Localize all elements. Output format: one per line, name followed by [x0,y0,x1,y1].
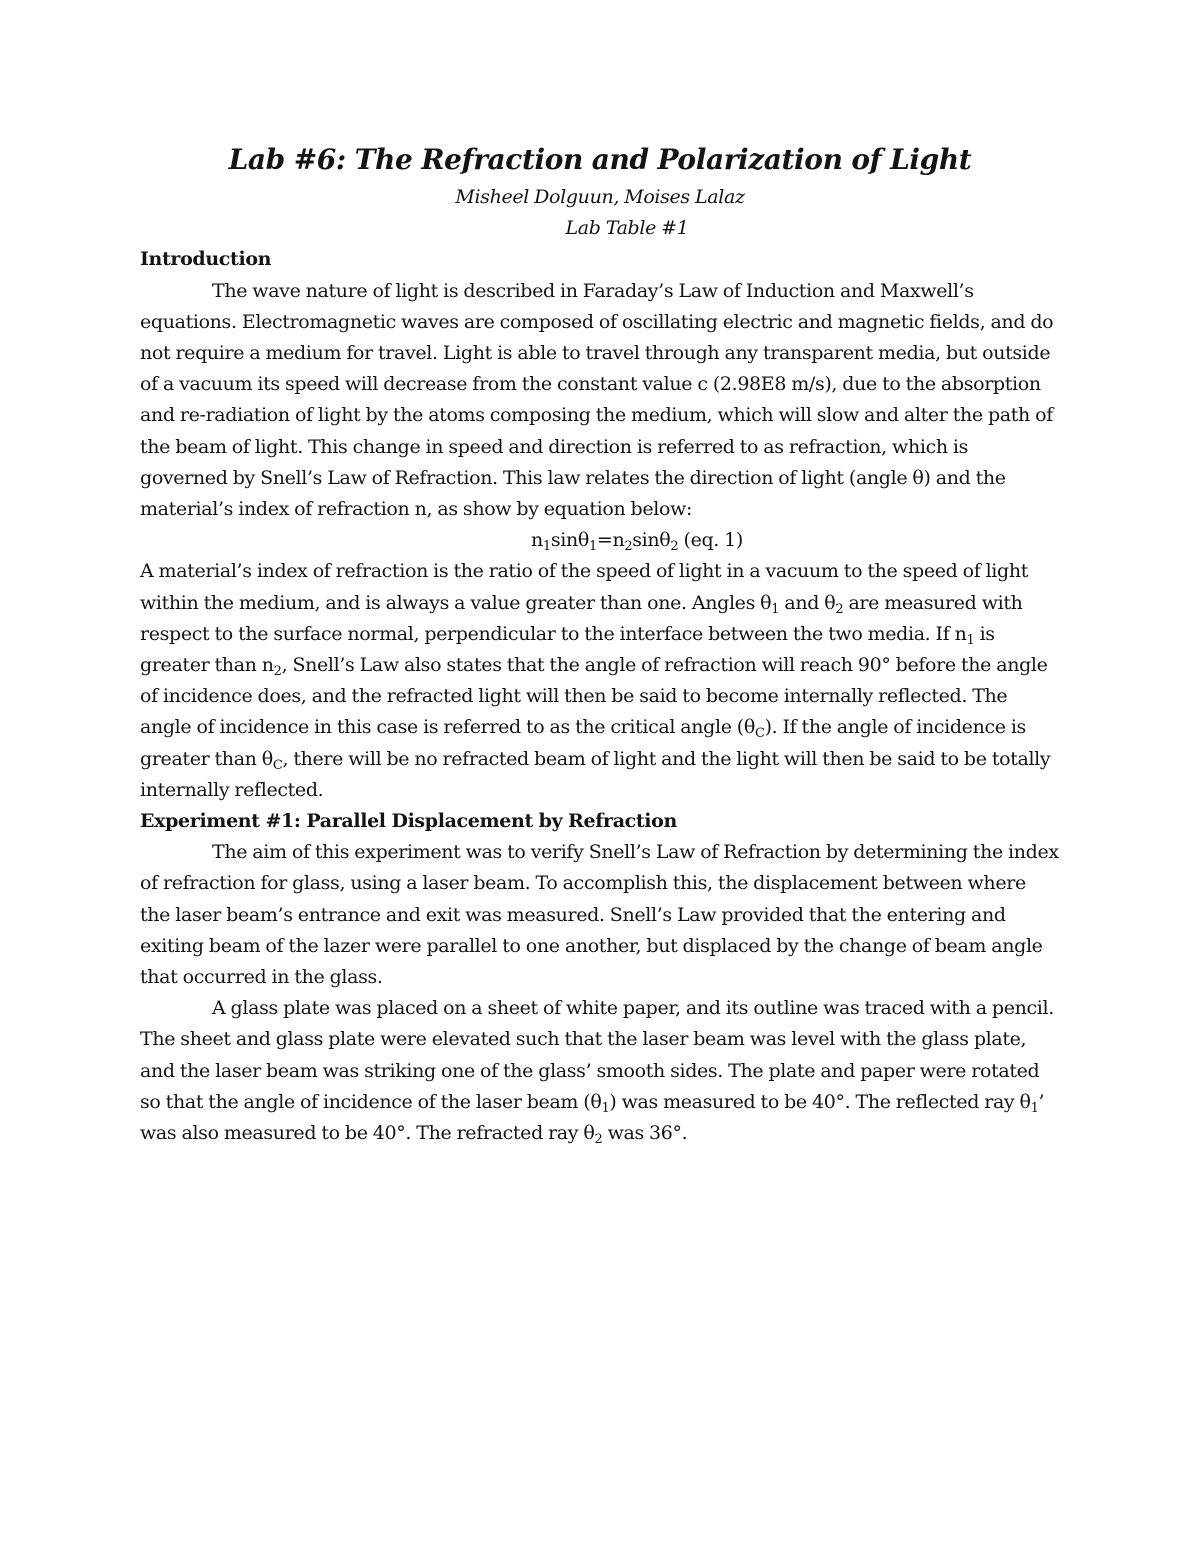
experiment-1-paragraph-1: The aim of this experiment was to verify Snell’s Law of Refraction by determining the index of refraction for glass, using a laser beam. To accomplish this, the displacement between where the laser beam’s entrance and exit was measured. Snell’s Law provided that the entering and exiting beam of the lazer were parallel to one another, but displaced by the change of beam angle that occurred in the glass. [140,841,1059,989]
subscript: 1 [966,632,975,648]
equation-sub: 1 [542,539,551,555]
introduction-paragraph-2 [140,556,1060,806]
equation-sub: 2 [670,539,679,555]
subscript: 1 [601,1100,610,1116]
equation-equals: = [596,529,613,552]
text-segment: and θ [779,591,836,614]
equation-n2: n [612,529,625,552]
experiment-1-heading: Experiment #1: Parallel Displacement by Refraction [140,810,677,833]
text-segment: was 36°. [602,1122,688,1145]
subscript: 1 [771,601,780,617]
snell-equation [140,525,1060,556]
subscript: C [754,726,765,742]
subscript: 2 [594,1132,603,1148]
equation-sub: 2 [624,539,633,555]
experiment-1-paragraph-2 [140,993,1060,1149]
document-content [140,138,1060,1149]
text-segment: ). If the angle of incidence is greater than θ [140,716,1026,770]
equation-label: (eq. 1) [683,529,743,552]
text-segment: , Snell’s Law also states that the angle of refraction will reach 90° before the angle of incidence does, and the refracted light will then be said to become internally reflected. The angle of incidence in this case is referred to as the critical angle (θ [140,654,1048,739]
text-segment: is greater than n [140,622,995,677]
introduction-paragraph-1: The wave nature of light is described in Faraday’s Law of Induction and Maxwell’s equations. Electromagnetic waves are composed of oscillating electric and magnetic fields, and do not require a medium for travel. Light is able to travel through any transparent media, but outside of a vacuum its speed will decrease from the constant value c (2.98E8 m/s), due to the absorption and re-radiation of light by the atoms composing the medium, which will slow and alter the path of the beam of light. This change in speed and direction is referred to as refraction, which is governed by Snell’s Law of Refraction. This law relates the direction of light (angle θ) and the material’s index of refraction n, as show by equation below: [140,279,1054,521]
text-segment: A material’s index of refraction is the ratio of the speed of light in a vacuum to the speed of light within the medium, and is always a value greater than one. Angles θ [140,560,1029,614]
text-segment: ’ was also measured to be 40°. The refracted ray θ [140,1090,1045,1145]
subscript: 1 [1030,1100,1039,1116]
equation-n1: n [531,529,543,552]
text-segment: ) was measured to be 40°. The reflected ray θ [609,1090,1031,1113]
text-segment: , there will be no refracted beam of light and the light will then be said to be totally internally reflected. [140,747,1051,801]
equation-sin-theta2: sinθ [632,529,671,552]
text-segment: A glass plate was placed on a sheet of white paper, and its outline was traced with a pencil. The sheet and glass plate were elevated such that the laser beam was level with the glass plate, and the laser beam was striking one of the glass’ smooth sides. The plate and paper were rotated so that the angle of incidence of the laser beam (θ [140,997,1054,1113]
subscript: 2 [273,664,282,680]
text-segment: are measured with respect to the surface normal, perpendicular to the interface between the two media. If n [140,591,1023,645]
equation-sin-theta1: sinθ [550,529,589,552]
introduction-heading: Introduction [140,248,272,271]
document-authors: Misheel Dolguun, Moises Lalaz [455,186,745,208]
document-title: Lab #6: The Refraction and Polarization of Light [228,143,972,176]
lab-table-label: Lab Table #1 [565,217,689,240]
equation-sub: 1 [588,539,597,555]
subscript: 2 [835,601,844,617]
subscript: C [272,757,283,773]
